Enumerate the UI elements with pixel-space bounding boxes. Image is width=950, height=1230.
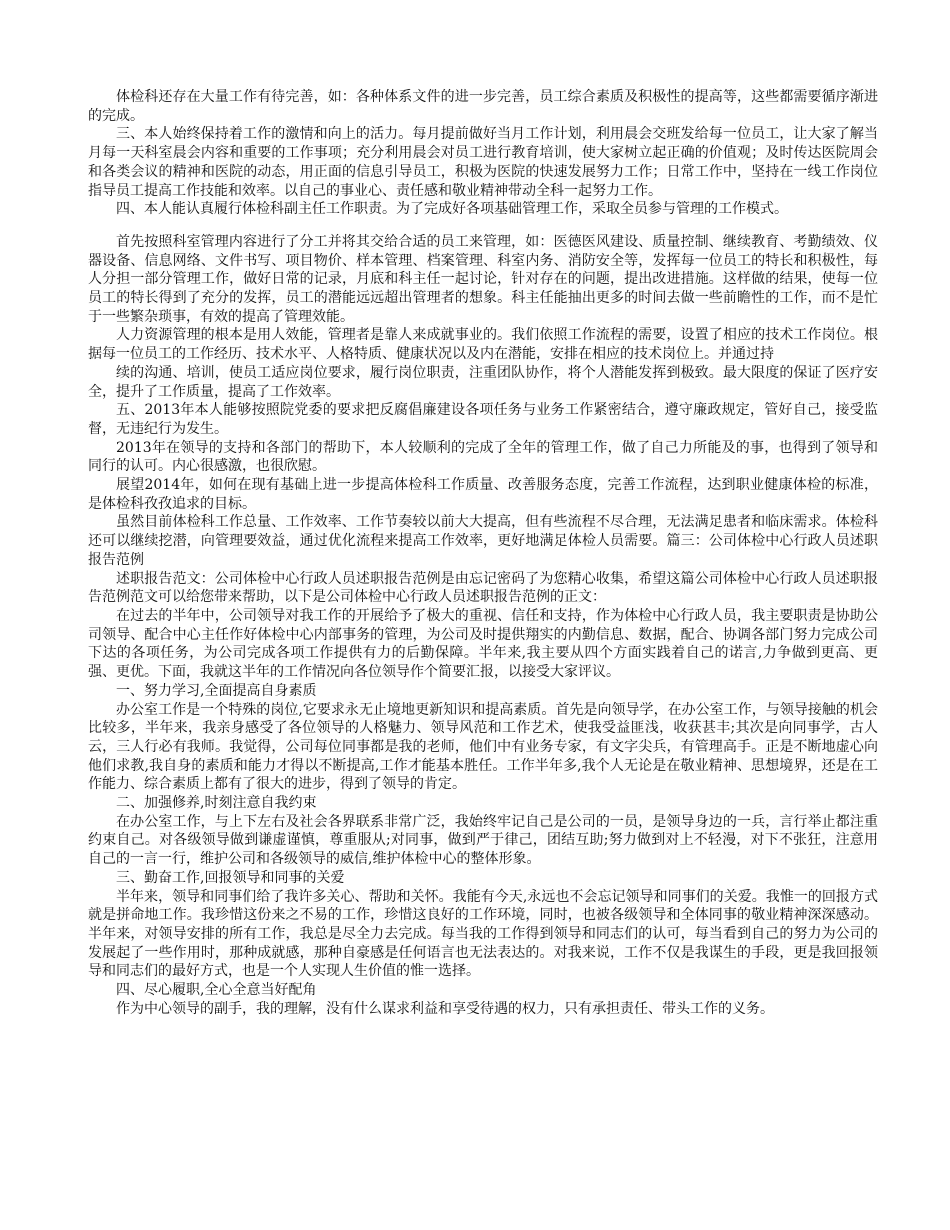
paragraph-12: 在过去的半年中，公司领导对我工作的开展给予了极大的重视、信任和支持，作为体检中心行政人员，我主要职责是协助公司领导、配合中心主任作好体检中心内部事务的管理，为公司及时提供翔实的内勤信息、数据，配合、协调各部门努力完成公司下达的各项任务，为公司完成各项工作提供有力的后勤保障。半年来,我主要从四个方面实践着自己的诺言,力争做到更高、更强、更优。下面，我就这半年的工作情况向各位领导作个简要汇报，以接受大家评议。 <box>88 607 878 681</box>
paragraph-18: 半年来，领导和同事们给了我许多关心、帮助和关怀。我能有今天,永远也不会忘记领导和同事们的关爱。我惟一的回报方式就是拼命地工作。我珍惜这份来之不易的工作，珍惜这良好的工作环境，同时，也被各级领导和全体同事的敬业精神深深感动。半年来，对领导安排的所有工作，我总是尽全力去完成。每当我的工作得到领导和同志们的认可，每当看到自己的努力为公司的发展起了一些作用时，那种成就感，那种自豪感是任何语言也无法表达的。对我来说，工作不仅是我谋生的手段，更是我回报领导和同志们的最好方式，也是一个人实现人生价值的惟一选择。 <box>88 888 878 980</box>
section-heading-1: 一、努力学习,全面提高自身素质 <box>116 682 317 699</box>
paragraph-9: 展望2014年，如何在现有基础上进一步提高体检科工作质量、改善服务态度，完善工作流程，达到职业健康体检的标准，是体检科孜孜追求的目标。 <box>88 477 878 512</box>
paragraph-16: 在办公室工作，与上下左右及社会各界联系非常广泛，我始终牢记自己是公司的一员，是领导身边的一兵，言行举止都注重约束自己。对各级领导做到谦虚谨慎，尊重服从;对同事，做到严于律己，团结互助;努力做到对上不轻漫，对下不张狂，注意用自己的一言一行，维护公司和各级领导的威信,维护体检中心的整体形象。 <box>88 813 878 868</box>
paragraph-10: 虽然目前体检科工作总量、工作效率、工作节奏较以前大大提高，但有些流程不尽合理，无法满足患者和临床需求。体检科还可以继续挖潜，向管理要效益，通过优化流程来提高工作效率，更好地满足体检人员需要。篇三：公司体检中心行政人员述职报告范例 <box>88 514 878 568</box>
paragraph-8: 2013年在领导的支持和各部门的帮助下，本人较顺利的完成了全年的管理工作，做了自己力所能及的事，也得到了领导和同行的认可。内心很感激，也很欣慰。 <box>88 439 878 475</box>
paragraph-4: 首先按照科室管理内容进行了分工并将其交给合适的员工来管理，如：医德医风建设、质量控制、继续教育、考勤绩效、仪器设备、信息网络、文件书写、项目物价、样本管理、档案管理、科室内务、消防安全等，发挥每一位员工的特长和积极性，每人分担一部分管理工作，做好日常的记录，月底和科主任一起讨论，针对存在的问题，提出改进措施。这样做的结果，使每一位员工的特长得到了充分的发挥，员工的潜能远远超出管理者的想象。科主任能抽出更多的时间去做一些前瞻性的工作，而不是忙于一些繁杂琐事，有效的提高了管理效能。 <box>88 233 878 325</box>
paragraph-14: 办公室工作是一个特殊的岗位,它要求永无止境地更新知识和提高素质。首先是向领导学，在办公室工作，与领导接触的机会比较多，半年来，我亲身感受了各位领导的人格魅力、领导风范和工作艺术，使我受益匪浅，收获甚丰;其次是向同事学，古人云，三人行必有我师。我觉得，公司每位同事都是我的老师，他们中有业务专家，有文字尖兵，有管理高手。正是不断地虚心向他们求教,我自身的素质和能力才得以不断提高,工作才能基本胜任。工作半年多,我个人无论是在敬业精神、思想境界，还是在工作能力、综合素质上都有了很大的进步，得到了领导的肯定。 <box>88 701 878 793</box>
paragraph-6: 续的沟通、培训，使员工适应岗位要求，履行岗位职责，注重团队协作，将个人潜能发挥到极致。最大限度的保证了医疗安全，提升了工作质量，提高了工作效率。 <box>88 364 878 400</box>
paragraph-3: 四、本人能认真履行体检科副主任工作职责。为了完成好各项基础管理工作，采取全员参与管理的工作模式。 <box>116 201 788 218</box>
section-heading-3: 三、勤奋工作,回报领导和同事的关爱 <box>116 869 345 886</box>
paragraph-gap <box>88 219 878 233</box>
paragraph-1: 体检科还存在大量工作有待完善，如：各种体系文件的进一步完善，员工综合素质及积极性的提高等，这些都需要循序渐进的完成。 <box>88 89 878 124</box>
paragraph-20: 作为中心领导的副手，我的理解，没有什么谋求利益和享受待遇的权力，只有承担责任、带头工作的义务。 <box>116 1000 774 1017</box>
section-heading-4: 四、尽心履职,全心全意当好配角 <box>116 982 317 999</box>
paragraph-5: 人力资源管理的根本是用人效能，管理者是靠人来成就事业的。我们依照工作流程的需要，设置了相应的技术工作岗位。根据每一位员工的工作经历、技术水平、人格特质、健康状况以及内在潜能，安排在相应的技术岗位上。并通过持 <box>88 327 878 363</box>
paragraph-11: 述职报告范文：公司体检中心行政人员述职报告范例是由忘记密码了为您精心收集，希望这篇公司体检中心行政人员述职报告范例范文可以给您带来帮助，以下是公司体检中心行政人员述职报告范例的正文： <box>88 570 878 606</box>
paragraph-7: 五、2013年本人能够按照院党委的要求把反腐倡廉建设各项任务与业务工作紧密结合，遵守廉政规定，管好自己，接受监督，无违纪行为发生。 <box>88 402 878 437</box>
section-heading-2: 二、加强修养,时刻注意自我约束 <box>116 795 317 812</box>
paragraph-2: 三、本人始终保持着工作的激情和向上的活力。每月提前做好当月工作计划，利用晨会交班发给每一位员工，让大家了解当月每一天科室晨会内容和重要的工作事项；充分利用晨会对员工进行教育培训，使大家树立起正确的价值观；及时传达医院周会和各类会议的精神和医院的动态，用正面的信息引导员工，积极为医院的快速发展努力工作；日常工作中，坚持在一线工作岗位指导员工提高工作技能和效率。以自己的事业心、责任感和敬业精神带动全科一起努力工作。 <box>88 126 878 199</box>
